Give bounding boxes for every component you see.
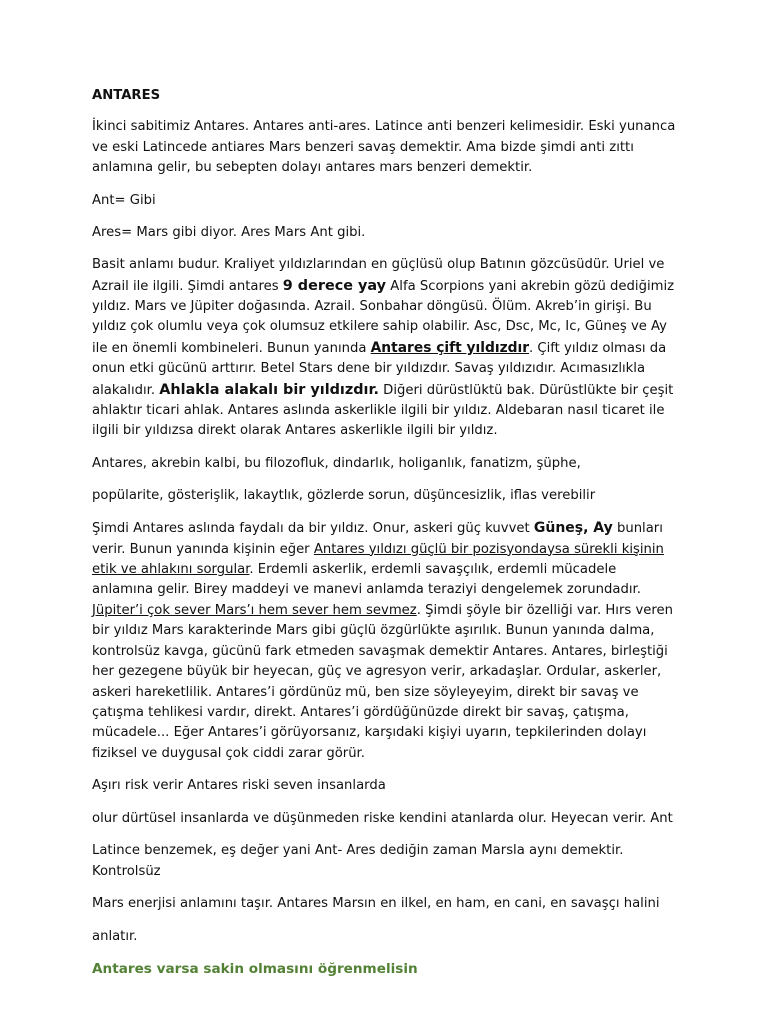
text-run: Alfa Scorpions yani akrebin gözü dediğimiz yıldız. Mars ve Jüpiter doğasında. Azrail. Sonbahar döngüsü. Ölüm. Akreb’in girişi. Bu yıldız çok olumlu veya çok olumsuz etkilere sahip olabilir. Asc, Dsc, Mc, Ic, Güneş ve Ay ile en önemli kombineleri. Bunun yanında [92,278,675,356]
line-latin: Latince benzemek, eş değer yani Ant- Ares dediğin zaman Marsla aynı demektir. Kontrolsüz [92,843,624,879]
underlined-text-ethics: Antares yıldızı güçlü bir pozisyondaysa sürekli kişinin etik ve ahlakını sorgular [92,541,664,578]
paragraph-intro: İkinci sabitimiz Antares. Antares anti-ares. Latince anti benzeri kelimesidir. Eski yunanca ve eski Latincede antiares Mars benzeri savaş demektir. Ama bizde şimdi anti zıttı anlamına gelir, bu sebepten dolayı antares mars benzeri demektir. [92,119,676,176]
bold-text-9-derece: 9 derece yay [282,277,387,294]
underlined-text-jupiter-mars: Jüpiter’i çok sever Mars’ı hem sever hem sevmez [92,602,417,618]
text-run: . Şimdi şöyle bir özelliği var. Hırs veren bir yıldız Mars karakterinde Mars gibi güçlü özgürlükte aşırılık. Bunun yanında dalma, kontrolsüz kavga, gücünü fark etmeden savaşmak demektir Antares. Antares, birleştiği her gezegene büyük bir heyecan, güç ve agresyon verir, arkadaşlar. Ordular, askerler, askeri hareketlilik. Antares’i gördünüz mü, ben size söyleyeyim, direkt bir savaş ve çatışma tehlikesi vardır, direkt. Antares’i gördüğünüzde direkt bir savaş, çatışma, mücadele... Eğer Antares’i görüyorsanız, karşıdaki kişiyi uyarın, tepkilerinden dolayı fiziksel ve duygusal çok ciddi zarar görür. [92,602,673,761]
text-run: Diğeri dürüstlüktü bak. Dürüstlükte bir çeşit ahlaktır ticari ahlak. Antares aslında askerlikle ilgili bir yıldız. Aldebaran nasıl ticaret ile ilgili bir yıldızsa direkt olarak Antares askerlikle ilgili bir yıldız. [92,382,674,439]
section-heading-green: Antares varsa sakin olmasını öğrenmelisin [92,961,418,978]
paragraph-benefits [92,518,678,764]
text-run: Basit anlamı budur. Kraliyet yıldızlarından en güçlüsü olup Batının gözcüsüdür. Uriel ve Azrail ile ilgili. Şimdi antares [92,257,665,294]
paragraph-basic-meaning [92,255,678,442]
text-run: bunları verir. Bunun yanında kişinin eğer [92,521,663,557]
underlined-bold-double-star: Antares çift yıldızdır [370,339,530,356]
line-impulsive: olur dürtüsel insanlarda ve düşünmeden riske kendini atanlarda olur. Heyecan verir. Ant [92,810,673,826]
bold-text-ethics: Ahlakla alakalı bir yıldızdır. [159,381,379,398]
paragraph-heart-of-scorpion: Antares, akrebin kalbi, bu filozofluk, dindarlık, holiganlık, fanatizm, şüphe, [92,455,581,471]
document-page [92,86,678,980]
text-run: . Erdemli askerlik, erdemli savaşçılık, erdemli mücadele anlamına gelir. Birey maddeyi ve manevi anlamda teraziyi dengelemek zorundadır. [92,562,641,598]
paragraph-popularity: popülarite, gösterişlik, lakaytlık, gözlerde sorun, düşüncesizlik, iflas verebilir [92,487,596,503]
text-run: Şimdi Antares aslında faydalı da bir yıldız. Onur, askeri güç kuvvet [92,521,534,537]
line-mars-energy: Mars enerjisi anlamını taşır. Antares Marsın en ilkel, en ham, en cani, en savaşçı halini [92,896,660,912]
line-risk: Aşırı risk verir Antares riski seven insanlarda [92,778,386,794]
paragraph-ares-definition: Ares= Mars gibi diyor. Ares Mars Ant gibi. [92,224,366,240]
line-conclusion: anlatır. [92,928,138,944]
paragraph-ant-definition: Ant= Gibi [92,192,156,208]
document-title: ANTARES [92,88,161,103]
text-run: . Çift yıldız olması da onun etki gücünü arttırır. Betel Stars dene bir yıldızdır. Savaş yıldızıdır. Acımasızlıkla alakalıdır. [92,340,667,398]
bold-text-sun-moon: Güneş, Ay [533,520,613,537]
